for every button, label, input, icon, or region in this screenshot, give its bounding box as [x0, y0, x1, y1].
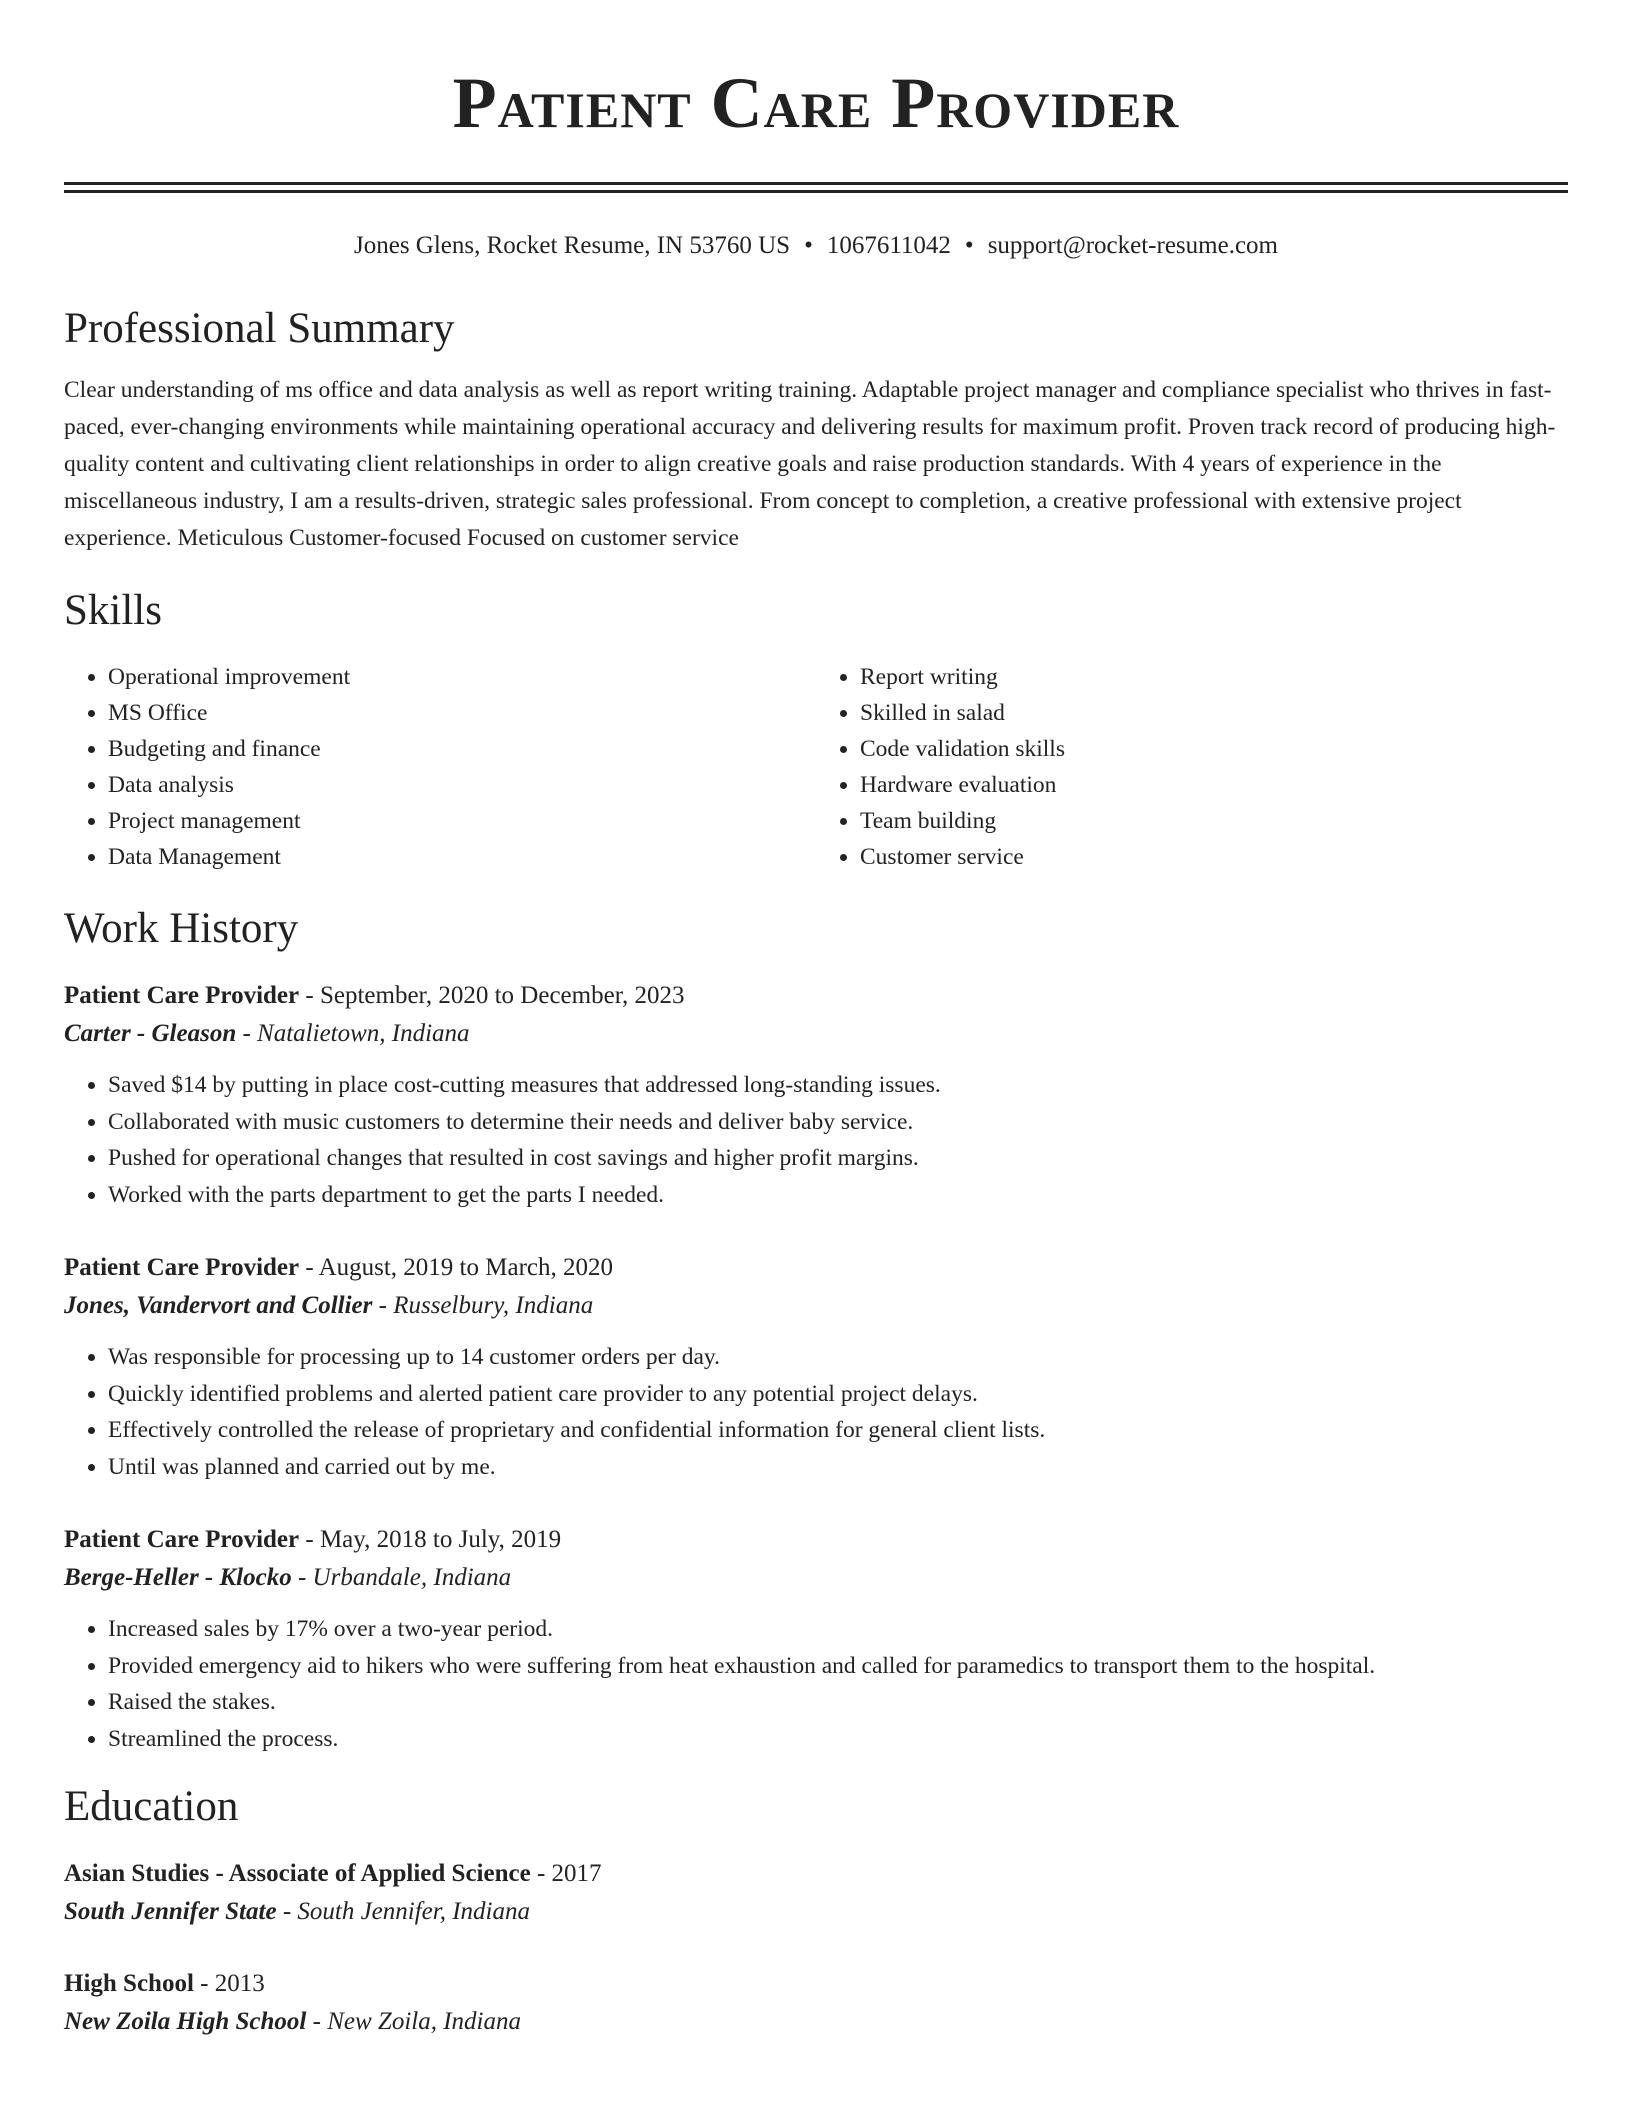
education-location: - New Zoila, Indiana [306, 2008, 521, 2035]
skill-item: • Data analysis [108, 767, 816, 803]
job-bullet: • Streamlined the process. [108, 1721, 1568, 1758]
job-bullet: • Provided emergency aid to hikers who were suffering from heat exhaustion and called for paramedics to transport them to the hospital. [108, 1648, 1568, 1685]
skill-item: • Customer service [860, 839, 1568, 875]
skill-item: • Budgeting and finance [108, 731, 816, 767]
summary-text: Clear understanding of ms office and data analysis as well as report writing training. Adaptable project manager and compliance specialist who thrives in fast-paced, ever-changing environments while maintaining operational accuracy and delivering results for maximum profit. Proven track record of producing high-quality content and cultivating client relationships in order to align creative goals and raise production standards. With 4 years of experience in the miscellaneous industry, I am a results-driven, strategic sales professional. From concept to completion, a creative professional with extensive project experience. Meticulous Customer-focused Focused on customer service [64, 377, 1556, 551]
contact-separator: • [804, 232, 813, 259]
skill-item: • Project management [108, 803, 816, 839]
education-year: - 2013 [193, 1970, 265, 1997]
job-dates: - August, 2019 to March, 2020 [299, 1254, 613, 1281]
job-location: - Natalietown, Indiana [236, 1020, 470, 1047]
job-header [64, 1521, 1568, 1559]
job-bullet: • Was responsible for processing up to 14 customer orders per day. [108, 1339, 1568, 1376]
job-location: - Russelbury, Indiana [372, 1292, 594, 1319]
education-header [64, 1965, 1568, 2003]
job-company: Carter - Gleason [64, 1020, 237, 1047]
education-location: - South Jennifer, Indiana [276, 1898, 530, 1925]
skill-item: • Code validation skills [860, 731, 1568, 767]
job-bullet: • Pushed for operational changes that resulted in cost savings and higher profit margins. [108, 1140, 1568, 1177]
education-degree: High School [64, 1970, 194, 1997]
contact-separator: • [964, 232, 974, 259]
skill-item: • Team building [860, 803, 1568, 839]
job-entry [64, 1249, 1568, 1485]
job-bullet: • Raised the stakes. [108, 1684, 1568, 1721]
job-bullet: • Quickly identified problems and alerted patient care provider to any potential project delays. [108, 1376, 1568, 1413]
education-year: - 2017 [530, 1860, 602, 1887]
job-bullet: • Until was planned and carried out by me. [108, 1449, 1568, 1486]
job-role: Patient Care Provider [64, 1526, 300, 1553]
education-school: South Jennifer State [64, 1898, 277, 1925]
job-dates: - May, 2018 to July, 2019 [299, 1526, 562, 1553]
education-entry [64, 1855, 1568, 1931]
contact-line [64, 229, 1568, 263]
job-role: Patient Care Provider [64, 982, 300, 1009]
summary-heading: Professional Summary [64, 305, 455, 352]
contact-email: support@rocket-resume.com [987, 232, 1278, 259]
job-entry [64, 977, 1568, 1213]
skill-item: • Operational improvement [108, 659, 816, 695]
skills-heading: Skills [64, 587, 162, 634]
job-company: Berge-Heller - Klocko [64, 1564, 292, 1591]
job-employer [64, 1287, 1568, 1325]
job-location: - Urbandale, Indiana [291, 1564, 512, 1591]
skills-column-left [64, 659, 816, 875]
skills-column-right [816, 659, 1568, 875]
title-divider [64, 182, 1568, 193]
job-bullet: • Effectively controlled the release of proprietary and confidential information for general client lists. [108, 1412, 1568, 1449]
skill-item: • Skilled in salad [860, 695, 1568, 731]
education-institution [64, 1893, 1568, 1931]
resume-title: Patient Care Provider [452, 63, 1180, 143]
job-bullet: • Collaborated with music customers to determine their needs and deliver baby service. [108, 1104, 1568, 1141]
contact-phone: 1067611042 [826, 232, 951, 259]
job-company: Jones, Vandervort and Collier [64, 1292, 373, 1319]
education-degree: Asian Studies - Associate of Applied Science [64, 1860, 531, 1887]
job-bullets [64, 1067, 1568, 1213]
job-role: Patient Care Provider [64, 1254, 300, 1281]
education-institution [64, 2003, 1568, 2041]
skill-item: • Data Management [108, 839, 816, 875]
job-entry [64, 1521, 1568, 1757]
education-heading: Education [64, 1783, 239, 1830]
job-bullet: • Saved $14 by putting in place cost-cutting measures that addressed long-standing issues. [108, 1067, 1568, 1104]
contact-address: Jones Glens, Rocket Resume, IN 53760 US [354, 232, 791, 259]
skill-item: • Report writing [860, 659, 1568, 695]
job-bullet: • Worked with the parts department to get the parts I needed. [108, 1177, 1568, 1214]
job-bullets [64, 1611, 1568, 1757]
job-employer [64, 1015, 1568, 1053]
job-bullet: • Increased sales by 17% over a two-year period. [108, 1611, 1568, 1648]
job-header [64, 977, 1568, 1015]
education-school: New Zoila High School [64, 2008, 307, 2035]
job-dates: - September, 2020 to December, 2023 [299, 982, 685, 1009]
job-employer [64, 1559, 1568, 1597]
skill-item: • MS Office [108, 695, 816, 731]
job-bullets [64, 1339, 1568, 1485]
education-header [64, 1855, 1568, 1893]
education-entry [64, 1965, 1568, 2041]
job-header [64, 1249, 1568, 1287]
work-history-heading: Work History [64, 905, 299, 952]
skill-item: • Hardware evaluation [860, 767, 1568, 803]
skills-list [64, 659, 1568, 875]
